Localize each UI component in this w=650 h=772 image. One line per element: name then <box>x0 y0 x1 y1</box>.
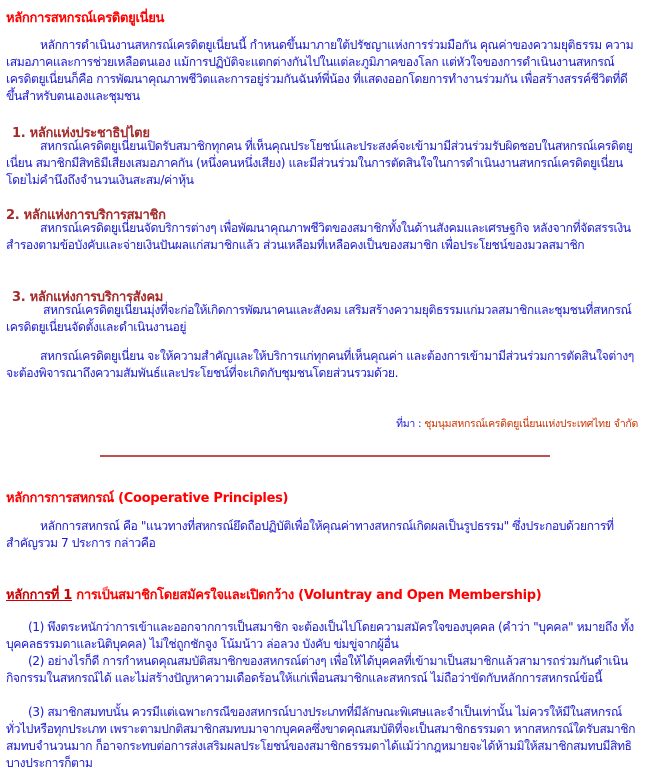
item-text: (3) สมาชิกสมทบนั้น ควรมีแต่เฉพาะกรณีของสหกรณ์บางประเภทที่มีลักษณะพิเศษและจำเป็นเท่านั้น ไม่ควรให้มีในสหกรณ์ทั่วไปหรือทุกประเภท เพราะตามปกติสมาชิกสมทบมาจากบุคคลซึ่งขาดคุณสมบัติที่จะเป็นสมาชิกธรรมดา หากสหกรณ์ใดรับสมาชิกสมทบจำนวนมาก ก็อาจกระทบต่อการส่งเสริมผลประโยชน์ของสมาชิกธรรมดาได้แม้ว่ากฎหมายจะได้ห้ามมิให้สมาชิกสมทบมีสิทธิบางประการก็ตาม <box>6 705 636 770</box>
principle-number-label: หลักการที่ 1 <box>6 588 73 603</box>
item-text: (2) อย่างไรก็ดี การกำหนดคุณสมบัติสมาชิกของสหกรณ์ต่างๆ เพื่อให้ได้บุคคลที่เข้ามาเป็นสมาชิกแล้วสามารถร่วมกันดำเนินกิจกรรมในสหกรณ์ได้ และไม่สร้างปัญหาความเดือดร้อนให้แก่เพื่อนสมาชิกและสหกรณ์ ไม่ถือว่าขัดกับหลักการสหกรณ์ข้อนี้ <box>6 654 628 685</box>
closing-paragraph <box>6 348 642 382</box>
cooperative-intro-paragraph <box>6 518 642 552</box>
principle-heading-social-service: 3. หลักแห่งการบริการสังคม <box>12 290 164 305</box>
principle-1-item <box>6 704 642 772</box>
section-title: หลักการการสหกรณ์ (Cooperative Principles) <box>6 491 289 506</box>
item-text: (1) พึงตระหนักว่าการเข้าและออกจากการเป็นสมาชิก จะต้องเป็นไปโดยความสมัครใจของบุคคล (คำว่า "บุคคล" หมายถึง ทั้งบุคคลธรรมดาและนิติบุคคล) ไม่ใช่ถูกชักจูง โน้มน้าว ล่อลวง บังคับ ข่มขู่จากผู้อื่น <box>6 620 634 651</box>
source-name: ชุมนุมสหกรณ์เครดิตยูเนี่ยนแห่งประเทศไทย จำกัด <box>424 418 638 430</box>
intro-text: หลักการดำเนินงานสหกรณ์เครดิตยูเนี่ยนนี้ กำหนดขึ้นมาภายใต้ปรัชญาแห่งการร่วมมือกัน คุณค่าของความยุติธรรม ความเสมอภาคและการช่วยเหลือตนเอง แม้การปฏิบัติจะแตกต่างกันไปในแต่ละภูมิภาคของโลก แต่หัวใจของการดำเนินงานสหกรณ์เครดิตยูเนี่ยนก็คือ การพัฒนาคุณภาพชีวิตและการอยู่ร่วมกันฉันท์พี่น้อง ที่แสดงออกโดยการทำงานร่วมกัน เพื่อสร้างสรรค์ชีวิตที่ดีขึ้นสำหรับตนเองและชุมชน <box>6 38 634 103</box>
cooperative-intro-text: หลักการสหกรณ์ คือ "แนวทางที่สหกรณ์ยึดถือปฏิบัติเพื่อให้คุณค่าทางสหกรณ์เกิดผลเป็นรูปธรรม" ซึ่งประกอบด้วยการที่สำคัญรวม 7 ประการ กล่าวคือ <box>6 519 614 550</box>
principle-paragraph-democracy <box>6 138 642 189</box>
divider <box>100 455 550 457</box>
principle-heading-democracy: 1. หลักแห่งประชาธิปไตย <box>12 126 150 141</box>
intro-paragraph <box>6 37 642 105</box>
principle-heading-member-service: 2. หลักแห่งการบริการสมาชิก <box>6 208 166 223</box>
source-label: ที่มา : <box>396 418 422 430</box>
principle-title-text: การเป็นสมาชิกโดยสมัครใจและเปิดกว้าง (Voluntray and Open Membership) <box>76 588 542 603</box>
principle-paragraph-social-service <box>6 302 642 336</box>
principle-1-title <box>6 584 541 605</box>
closing-text: สหกรณ์เครดิตยูเนี่ยน จะให้ความสำคัญและให้บริการแก่ทุกคนที่เห็นคุณค่า และต้องการเข้ามามีส่วนร่วมการตัดสินใจต่างๆ จะต้องพิจารณาถึงความสัมพันธ์และประโยชน์ที่จะเกิดกับชุมชนโดยส่วนรวมด้วย. <box>6 349 634 380</box>
principle-paragraph-member-service <box>6 220 642 254</box>
principle-text: สหกรณ์เครดิตยูเนี่ยนจัดบริการต่างๆ เพื่อพัฒนาคุณภาพชีวิตของสมาชิกทั้งในด้านสังคมและเศรษฐกิจ หลังจากที่จัดสรรเงินสำรองตามข้อบังคับและจ่ายเงินปันผลแก่สมาชิกแล้ว ส่วนเหลือมที่เหลือคงเป็นของสมาชิก เพื่อประโยชน์ของมวลสมาชิก <box>6 221 631 252</box>
page-title: หลักการสหกรณ์เครดิตยูเนี่ยน <box>6 11 165 26</box>
principle-1-item <box>6 619 642 653</box>
principle-text: สหกรณ์เครดิตยูเนี่ยนเปิดรับสมาชิกทุกคน ที่เห็นคุณประโยชน์และประสงค์จะเข้ามามีส่วนร่วมรับผิดชอบในสหกรณ์เครดิตยูเนี่ยน สมาชิกมีสิทธิมีเสียงเสมอภาคกัน (หนึ่งคนหนึ่งเสียง) และมีส่วนร่วมในการตัดสินใจในการดำเนินงานสหกรณ์เครดิตยูเนี่ยน โดยไม่คำนึงถึงจำนวนเงินสะสม/ค่าหุ้น <box>6 139 633 187</box>
principle-1-item <box>6 653 642 687</box>
principle-text: สหกรณ์เครดิตยูเนี่ยนมุ่งที่จะก่อให้เกิดการพัฒนาคนและสังคม เสริมสร้างความยุติธรรมแก่มวลสมาชิกและชุมชนที่สหกรณ์เครดิตยูเนี่ยนจัดตั้งและดำเนินงานอยู่ <box>6 303 632 334</box>
source-credit <box>396 415 638 432</box>
